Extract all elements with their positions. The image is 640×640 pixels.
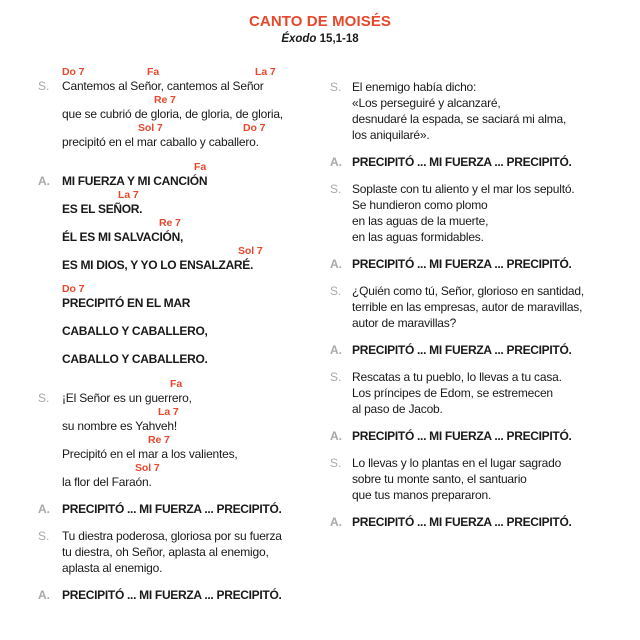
chord-label: Fa [194,161,207,173]
chord-line [62,378,323,390]
verse-lines [62,528,323,576]
lyric-line: precipitó en el mar caballo y caballero. [62,135,259,149]
verse-lines [62,161,323,367]
speaker-marker: A. [38,588,50,602]
speaker-marker: A. [330,515,342,529]
chord-line [62,94,323,106]
chord-line [62,189,323,201]
verse-lines [352,79,630,143]
speaker-marker: S. [38,391,50,405]
lyric-line: ¿Quién como tú, Señor, glorioso en santidad, [352,284,585,298]
lyric-line: aplasta al enemigo. [62,561,163,575]
chord-label: Fa [147,66,160,78]
speaker-marker: A. [330,155,342,169]
lyric-line: PRECIPITÓ ... MI FUERZA ... PRECIPITÓ. [62,588,282,602]
chord-label: Do 7 [243,122,266,134]
speaker-marker: S. [38,79,50,93]
lyric-line: «Los perseguiré y alcanzaré, [352,96,501,110]
lyric-line: Rescatas a tu pueblo, lo llevas a tu casa. [352,370,562,384]
chord-label: Re 7 [154,94,176,106]
verse-block [38,501,323,517]
page-subtitle [0,33,640,45]
chord-line [62,462,323,474]
verse-lines [352,514,630,530]
chord-line [62,245,323,257]
lyric-line: PRECIPITÓ ... MI FUERZA ... PRECIPITÓ. [352,155,572,169]
lyric-line: autor de maravillas? [352,316,457,330]
lyric-line: PRECIPITÓ EN EL MAR [62,296,191,310]
speaker-marker: S. [38,529,50,543]
speaker-marker: S. [330,284,342,298]
column-left [38,66,323,614]
verse-lines [62,501,323,517]
chord-line [62,283,323,295]
lyric-line: MI FUERZA Y MI CANCIÓN [62,174,208,188]
lyric-line: Tu diestra poderosa, gloriosa por su fuerza [62,529,282,543]
verse-block [38,66,323,150]
lyric-line: Lo llevas y lo plantas en el lugar sagrado [352,456,562,470]
chord-label: La 7 [118,189,139,201]
verse-lines [62,66,323,150]
chord-label: Do 7 [62,66,85,78]
lyric-line: en las aguas de la muerte, [352,214,489,228]
lyric-line: PRECIPITÓ ... MI FUERZA ... PRECIPITÓ. [352,343,572,357]
lyric-line: Se hundieron como plomo [352,198,488,212]
verse-block [330,256,630,272]
speaker-marker: A. [38,502,50,516]
page-title: CANTO DE MOISÉS [248,13,392,30]
verse-block [38,161,323,367]
lyric-line: Cantemos al Señor, cantemos al Señor [62,79,264,93]
chord-line [62,406,323,418]
verse-lines [352,455,630,503]
subtitle-book: Éxodo [281,33,317,45]
speaker-marker: S. [330,370,342,384]
chord-label: Re 7 [159,217,181,229]
chord-line [62,66,323,78]
verse-block [330,181,630,245]
verse-block [330,342,630,358]
chord-label: Sol 7 [135,462,160,474]
verse-lines [352,428,630,444]
lyric-line: desnudaré la espada, se saciará mi alma, [352,112,567,126]
speaker-marker: S. [330,456,342,470]
speaker-marker: A. [330,429,342,443]
verse-lines [62,378,323,490]
verse-block [330,514,630,530]
chord-line [62,434,323,446]
lyric-line: tu diestra, oh Señor, aplasta al enemigo, [62,545,269,559]
chord-label: Sol 7 [138,122,163,134]
verse-lines [352,256,630,272]
chord-label: Re 7 [148,434,170,446]
lyric-line: que tus manos prepararon. [352,488,492,502]
speaker-marker: A. [330,343,342,357]
chord-label: Do 7 [62,283,85,295]
verse-lines [352,342,630,358]
chord-label: La 7 [158,406,179,418]
chord-label: Fa [170,378,183,390]
speaker-marker: S. [330,80,342,94]
verse-lines [352,154,630,170]
verse-block [330,154,630,170]
speaker-marker: A. [38,174,50,188]
chord-label: La 7 [255,66,276,78]
verse-lines [352,369,630,417]
lyric-line: sobre tu monte santo, el santuario [352,472,527,486]
lyric-line: PRECIPITÓ ... MI FUERZA ... PRECIPITÓ. [352,429,572,443]
lyric-line: PRECIPITÓ ... MI FUERZA ... PRECIPITÓ. [352,257,572,271]
chord-line [62,217,323,229]
chord-line [62,161,323,173]
chord-label: Sol 7 [238,245,263,257]
lyric-line: al paso de Jacob. [352,402,443,416]
lyric-line: ÉL ES MI SALVACIÓN, [62,230,183,244]
verse-block [330,455,630,503]
lyric-line: Los príncipes de Edom, se estremecen [352,386,553,400]
lyric-line: ES EL SEÑOR. [62,202,143,216]
verse-lines [352,283,630,331]
lyric-line: CABALLO Y CABALLERO. [62,352,208,366]
subtitle-reference: 15,1-18 [319,33,359,45]
speaker-marker: A. [330,257,342,271]
verse-block [330,369,630,417]
lyric-line: su nombre es Yahveh! [62,419,177,433]
lyric-line: los aniquilaré». [352,128,430,142]
lyric-line: Precipitó en el mar a los valientes, [62,447,238,461]
verse-block [330,428,630,444]
verse-lines [62,587,323,603]
verse-block [330,283,630,331]
lyric-line: ES MI DIOS, Y YO LO ENSALZARÉ. [62,258,254,272]
lyric-line: ¡El Señor es un guerrero, [62,391,192,405]
lyric-line: que se cubrió de gloria, de gloria, de gloria, [62,107,283,121]
lyric-line: PRECIPITÓ ... MI FUERZA ... PRECIPITÓ. [62,502,282,516]
lyric-line: CABALLO Y CABALLERO, [62,324,208,338]
verse-block [38,587,323,603]
speaker-marker: S. [330,182,342,196]
chord-line [62,122,323,134]
verse-block [330,79,630,143]
lyric-line: terrible en las empresas, autor de maravillas, [352,300,583,314]
column-right [330,79,630,541]
lyric-line: Soplaste con tu aliento y el mar los sepultó. [352,182,575,196]
verse-lines [352,181,630,245]
verse-block [38,528,323,576]
lyric-line: El enemigo había dicho: [352,80,477,94]
verse-block [38,378,323,490]
lyric-line: la flor del Faraón. [62,475,152,489]
lyric-line: PRECIPITÓ ... MI FUERZA ... PRECIPITÓ. [352,515,572,529]
lyric-line: en las aguas formidables. [352,230,484,244]
